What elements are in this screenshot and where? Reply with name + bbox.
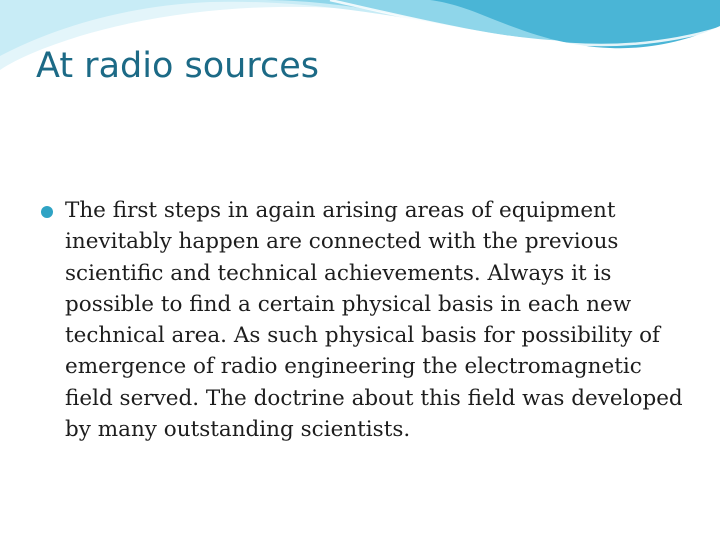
bullet-item [38, 195, 690, 445]
bullet-text: The first steps in again arising areas of equipment inevitably happen are connected with the previous scientific and technical achievements. Always it is possible to find a certain physical basis in each new technical area. As such physical basis for possibility of emergence of radio engineering the electromagnetic field served. The doctrine about this field was developed by many outstanding scientists. [65, 198, 683, 443]
bullet-list [38, 195, 690, 445]
slide-title: At radio sources [36, 46, 319, 86]
bullet-dot-icon [40, 205, 54, 219]
